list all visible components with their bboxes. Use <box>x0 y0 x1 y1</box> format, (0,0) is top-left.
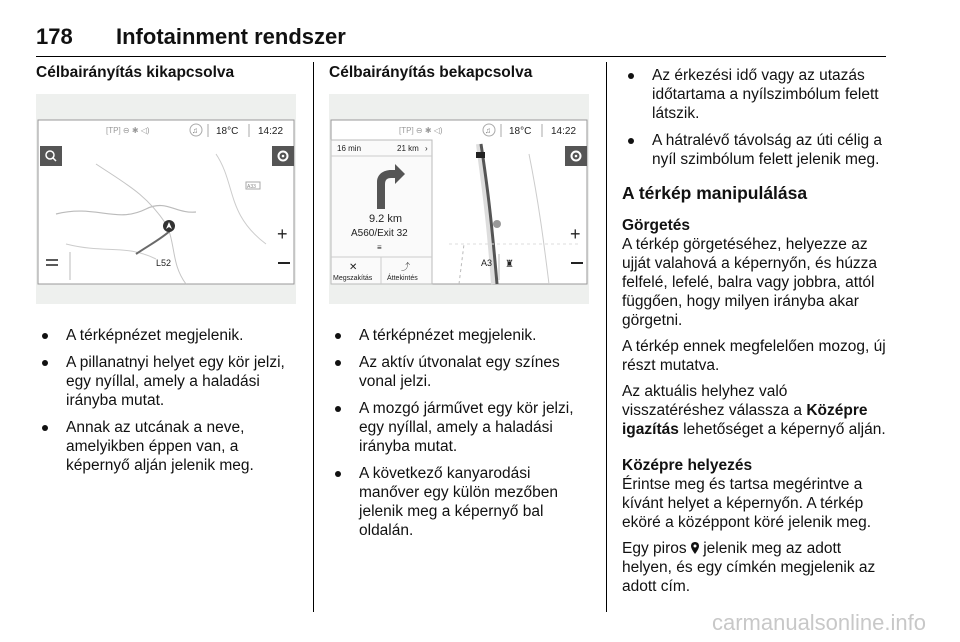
center-option-label: Középre igazítás <box>622 402 868 438</box>
bullet-list-arrival <box>622 66 890 169</box>
overview-button[interactable]: Áttekintés <box>387 275 418 282</box>
svg-text:›: › <box>425 144 428 153</box>
current-road-label: A3 <box>481 258 493 268</box>
paragraph-center-2: Egy piros jelenik meg az adott helyen, és egy címkén megjelenik az adott cím. <box>622 540 876 595</box>
current-road-label: L52 <box>156 258 172 268</box>
list-icon[interactable]: ≡ <box>377 243 382 252</box>
list-item: A pillanatnyi helyet egy kör jelzi, egy nyíllal, amely a haladási irányba mutat. <box>36 353 300 410</box>
list-item: A hátralévő távolság az úti célig a nyíl szimbólum felett jelenik meg. <box>622 131 890 169</box>
guidance-screen-illustration <box>329 94 589 304</box>
screenshot-map-guidance-on <box>329 94 589 304</box>
svg-text:♫: ♫ <box>485 126 491 135</box>
svg-text:[TP] ⊖ ✱ ◁): [TP] ⊖ ✱ ◁) <box>399 126 443 135</box>
list-item: Annak az utcának a neve, amelyikben éppen van, a képernyő alján jelenik meg. <box>36 418 300 475</box>
close-icon[interactable]: ✕ <box>349 262 358 273</box>
distance-to-turn: 9.2 km <box>369 213 403 225</box>
paragraph-scroll-3: Az aktuális helyhez való visszatéréshez válassza a Középre igazítás lehetőséget a képernyő alján. <box>622 383 886 438</box>
poi-icon[interactable]: ♜ <box>505 259 514 270</box>
status-time: 14:22 <box>551 126 577 137</box>
subheading-scroll: Görgetés <box>622 217 691 234</box>
status-temp: 18°C <box>216 126 239 137</box>
stop-button[interactable]: Megszakítás <box>333 275 373 282</box>
road-marker: A33 <box>247 184 256 190</box>
list-item: Az érkezési idő vagy az utazás időtartama a nyílszimbólum felett látszik. <box>622 66 890 123</box>
subheading-center: Középre helyezés <box>622 457 753 474</box>
paragraph-scroll-2: A térkép ennek megfelelően mozog, új részt mutatva. <box>622 338 886 374</box>
bullet-list-guidance-on <box>329 326 593 540</box>
column-divider-1 <box>313 62 314 612</box>
zoom-in-icon[interactable]: + <box>570 224 581 244</box>
eta-label: 16 min <box>337 144 362 153</box>
list-item: A következő kanyarodási manőver egy külön mezőben jelenik meg a képernyő bal oldalán. <box>329 464 593 540</box>
section-heading-guidance-on: Célbairányítás bekapcsolva <box>329 64 533 81</box>
list-item: A mozgó járművet egy kör jelzi, egy nyíllal, amely a haladási irányba mutat. <box>329 399 593 456</box>
column-3 <box>622 66 890 603</box>
column-2 <box>329 64 593 548</box>
bullet-list-guidance-off <box>36 326 300 475</box>
section-heading-guidance-off: Célbairányítás kikapcsolva <box>36 64 235 81</box>
paragraph-center-1: Érintse meg és tartsa megérintve a kívánt helyet a képernyőn. A térkép eköré a középpont köré jelenik meg. <box>622 476 872 531</box>
list-item: A térképnézet megjelenik. <box>329 326 593 345</box>
column-1 <box>36 64 300 483</box>
map-screen-illustration <box>36 94 296 304</box>
section-title-map-manipulation: A térkép manipulálása <box>622 183 808 203</box>
screenshot-map-guidance-off <box>36 94 296 304</box>
page-header <box>36 22 886 57</box>
column-divider-2 <box>606 62 607 612</box>
list-item: Az aktív útvonalat egy színes vonal jelzi. <box>329 353 593 391</box>
watermark: carmanualsonline.info <box>711 610 926 635</box>
remaining-distance-label: 21 km <box>397 144 419 153</box>
overview-icon[interactable]: ⤴ <box>401 262 411 272</box>
paragraph-scroll-1: A térkép görgetéséhez, helyezze az ujját valahová a képernyőn, és húzza felfelé, lefelé, balra vagy jobbra, attól függően, hogy milyen irányba akar görgetni. <box>622 236 878 329</box>
status-temp: 18°C <box>509 126 532 137</box>
page-number: 178 <box>36 24 73 49</box>
list-item: A térképnézet megjelenik. <box>36 326 300 345</box>
exit-label: A560/Exit 32 <box>351 228 408 239</box>
location-pin-icon <box>691 542 699 554</box>
search-button[interactable] <box>40 146 62 166</box>
status-time: 14:22 <box>258 126 284 137</box>
svg-text:[TP] ⊖ ✱ ◁): [TP] ⊖ ✱ ◁) <box>106 126 150 135</box>
page-title: Infotainment rendszer <box>116 24 346 49</box>
svg-text:♫: ♫ <box>192 126 198 135</box>
zoom-in-icon[interactable]: + <box>277 224 288 244</box>
